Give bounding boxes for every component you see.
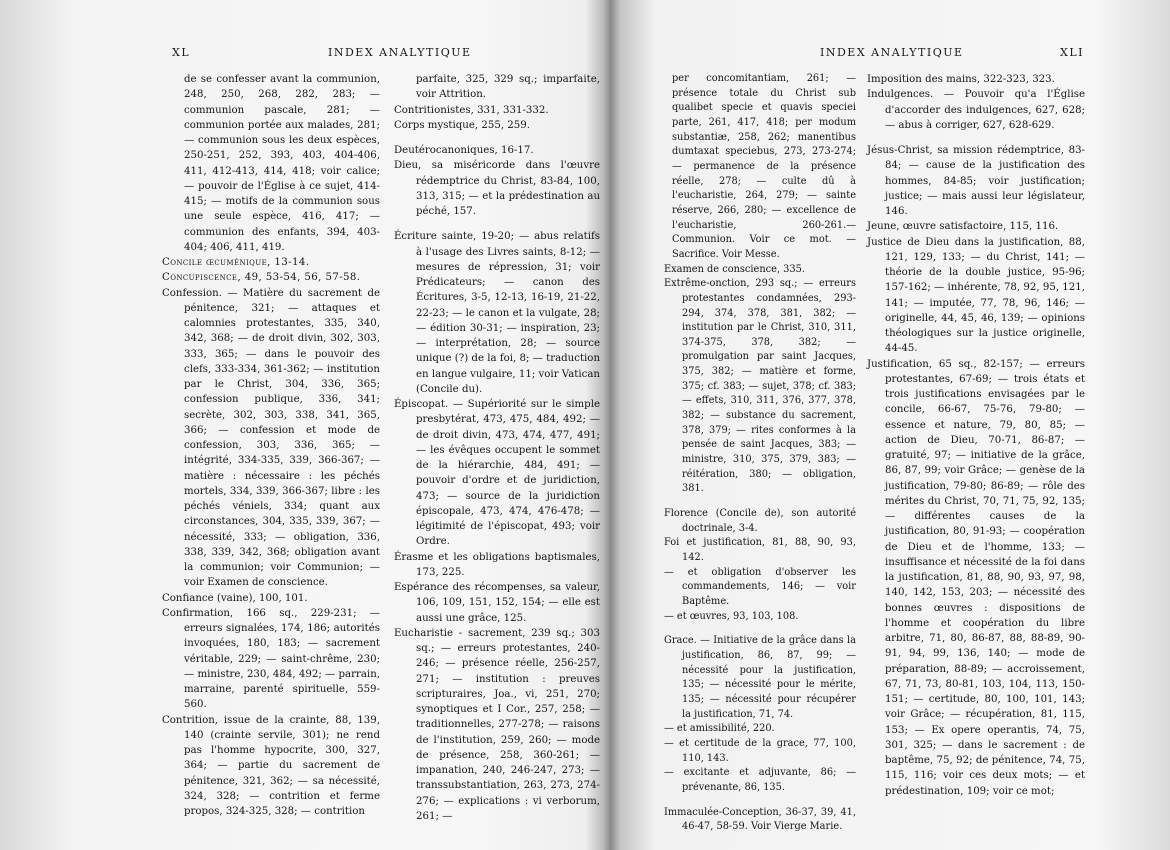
index-entry: Extrême-onction, 293 sq.; — erreurs protestantes condamnées, 293-294, 374, 378, 381, 382; — institution par le Christ, 310, 311, 374-375, 378, 382; — promulgation par saint Jacques, 375, 382; — matière et forme, 375; cf. 383; — sujet, 378; cf. 383; — effets, 310, 311, 376, 377, 378, 382; — substance du sacrement, 378, 379; — rites conformes à la pensée de saint Jacques, 383; — ministre, 310, 375, 379, 383; — réitération, 380; — obligation, 381.	[664, 278, 856, 495]
index-entry: — et certitude de la grace, 77, 100, 110, 143.	[664, 737, 856, 764]
index-entry: Corps mystique, 255, 259.	[394, 119, 530, 131]
index-entry: Jésus-Christ, sa mission rédemptrice, 83-84; — cause de la justification des hommes, 84-85; voir justification; justice; — mais aussi leur législateur, 146.	[867, 145, 1085, 217]
index-column-1	[664, 72, 856, 835]
index-entry: Indulgences. — Pouvoir qu'a l'Église d'accorder des indulgences, 627, 628; — abus à corriger, 627, 628-629.	[867, 89, 1085, 131]
index-entry: — et œuvres, 93, 103, 108.	[664, 610, 799, 622]
index-entry: Confirmation, 166 sq., 229-231; — erreurs signalées, 174, 186; autorités invoquées, 180, 183; — sacrement véritable, 229; — saint-chrême, 230; — ministre, 230, 484, 492; — parrain, marraine, parenté spirituelle, 559-560.	[162, 607, 380, 711]
index-entry: Concile œcuménique, 13-14.	[162, 257, 310, 268]
index-entry: Examen de conscience, 335.	[664, 263, 805, 275]
index-entry: Épiscopat. — Supériorité sur le simple presbytérat, 473, 475, 484, 492; — de droit divin, 473, 474, 477, 491; — les évêques occupent le sommet de la hiérarchie, 484, 491; — pouvoir d'ordre et de juridiction, 473; — source de la juridiction épiscopale, 473, 474, 476-478; — légitimité de l'épiscopat, 493; voir Ordre.	[394, 399, 600, 548]
index-entry: Florence (Concile de), son autorité doctrinale, 3-4.	[664, 508, 856, 534]
index-entry: Immaculée-Conception, 36-37, 39, 41, 46-47, 58-59. Voir Vierge Marie.	[664, 806, 856, 833]
index-entry: Contritionistes, 331, 331-332.	[394, 104, 549, 116]
index-entry: Deutérocanoniques, 16-17.	[394, 145, 534, 156]
index-entry: Imposition des mains, 322-323, 323.	[867, 74, 1055, 85]
index-entry: parfaite, 325, 329 sq.; imparfaite, voir Attrition.	[416, 74, 600, 101]
index-entry: — et obligation d'observer les commandements, 146; — voir Baptême.	[664, 566, 856, 607]
index-entry: Concupiscence, 49, 53-54, 56, 57-58.	[162, 272, 361, 284]
index-entry: — et amissibilité, 220.	[664, 723, 775, 735]
index-entry: Grace. — Initiative de la grâce dans la justification, 86, 87, 99; — nécessité pour la justification, 135; — nécessité pour le mérite, 135; — nécessité pour récupérer la justification, 71, 74.	[664, 635, 856, 720]
index-entry: Confession. — Matière du sacrement de pénitence, 321; — attaques et calomnies protestantes, 335, 340, 342, 368; — de droit divin, 302, 303, 333, 365; — dans le pouvoir des clefs, 333-334, 361-362; — institution par le Christ, 304, 336, 365; confession publique, 336, 341; secrète, 302, 303, 338, 341, 365, 366; — confession et mode de confession, 303, 336, 365; — intégrité, 334-335, 339, 366-367; — matière : nécessaire : les péchés mortels, 334, 339, 366-367; libre : les péchés véniels, 334; quant aux circonstances, 304, 335, 339, 367; — nécessité, 333; — obligation, 336, 338, 339, 342, 368; obligation avant la communion; voir Communion; — voir Examen de conscience.	[162, 287, 380, 589]
index-entry: de se confesser avant la communion, 248, 250, 268, 282, 283; — communion pascale, 281; — communion portée aux malades, 281; — communion sous les deux espèces, 250-251, 252, 393, 403, 404-406, 411, 412-413, 414, 418; voir calice; — pouvoir de l'Église à ce sujet, 414-415; — motifs de la communion sous une seule espèce, 416, 417; — communion des enfants, 394, 403-404; 406, 411, 419.	[184, 74, 380, 253]
index-entry: Espérance des récompenses, sa valeur, 106, 109, 151, 152, 154; — elle est aussi une grâce, 125.	[394, 582, 600, 624]
page-number: XLI	[1060, 46, 1084, 59]
index-entry: Justice de Dieu dans la justification, 88, 121, 129, 133; — du Christ, 141; — théorie de la double justice, 95-96; 157-162; — inhérente, 78, 92, 95, 121, 141; — imputée, 77, 78, 96, 146; — originelle, 44, 45, 46, 139; — opinions théologiques sur la justice originelle, 44-45.	[867, 236, 1085, 355]
index-column-2	[867, 72, 1085, 799]
index-entry: Écriture sainte, 19-20; — abus relatifs à l'usage des Livres saints, 8-12; — mesures de répression, 31; voir Prédicateurs; — canon des Écritures, 3-5, 12-13, 16-19, 21-22, 22-23; — le canon et la vulgate, 28; — édition 30-31; — inspiration, 23; — interprétation, 28; — source unique (?) de la foi, 8; — traduction en langue vulgaire, 11; voir Vatican (Concile du).	[394, 231, 600, 395]
index-entry: Dieu, sa miséricorde dans l'œuvre rédemptrice du Christ, 83-84, 100, 313, 315; — et la prédestination au péché, 157.	[394, 160, 600, 217]
running-title: INDEX ANALYTIQUE	[328, 46, 472, 59]
right-page	[612, 0, 1170, 850]
index-entry: Contrition, issue de la crainte, 88, 139, 140 (crainte servile, 301); ne rend pas l'homme hypocrite, 300, 327, 364; — partie du sacrement de pénitence, 321, 362; — sa nécessité, 324, 328; — contrition et ferme propos, 324-325, 328; — contrition	[162, 714, 380, 817]
index-entry: — excitante et adjuvante, 86; — prévenante, 86, 135.	[664, 767, 856, 793]
index-column-1	[162, 72, 380, 819]
page-number: XL	[172, 46, 191, 59]
index-entry: Eucharistie - sacrement, 239 sq.; 303 sq.; — erreurs protestantes, 240-246; — présence réelle, 256-257, 271; — institution : preuves scripturaires, Joa., vi, 251, 270; synoptiques et I Cor., 257, 258; — traditionnelles, 277-278; — raisons de l'institution, 259, 260; — mode de présence, 258, 360-261; — impanation, 240, 246-247, 273; — transsubstantiation, 263, 273, 274-276; — explications : vi verborum, 261; —	[394, 627, 600, 822]
running-title: INDEX ANALYTIQUE	[820, 46, 964, 59]
index-entry: Jeune, œuvre satisfactoire, 115, 116.	[867, 221, 1059, 233]
index-column-2	[394, 72, 600, 824]
index-entry: Érasme et les obligations baptismales, 173, 225.	[394, 551, 600, 578]
index-entry: per concomitantiam, 261; — présence totale du Christ sub qualibet specie et quavis speciei parte, 261, 417, 418; per modum substantiæ, 258, 262; manentibus dumtaxat speciebus, 273, 273-274; — permanence de la présence réelle, 278; — culte dû à l'eucharistie, 264, 279; — sainte réserve, 266, 280; — excellence de l'eucharistie, 260-261.— Communion. Voir ce mot. — Sacrifice. Voir Messe.	[672, 73, 856, 260]
index-entry: Justification, 65 sq., 82-157; — erreurs protestantes, 67-69; — trois états et trois justifications envisagées par le concile, 66-67, 75-76, 79-80; — essence et nature, 79, 80, 85; — action de Dieu, 70-71, 86-87; — gratuité, 97; — initiative de la grâce, 86, 87, 99; voir Grâce; — genèse de la justification, 79-80; 86-89; — rôle des mérites du Christ, 70, 71, 75, 92, 135; — différentes causes de la justification, 80, 91-93; — coopération de Dieu et de l'homme, 133; — insuffisance et nécessité de la foi dans la justification, 81, 88, 90, 93, 97, 98, 140, 142, 153, 203; — nécessité des bonnes œuvres : dispositions de l'homme et coopération du libre arbitre, 71, 80, 86-87, 88, 88-89, 90-91, 94, 99, 136, 140; — mode de préparation, 88-89; — accroissement, 67, 71, 73, 80-81, 103, 104, 113, 150-151; — certitude, 80, 100, 101, 143; voir Grâce; — récupération, 81, 115, 153; — Ex opere operantis, 74, 75, 301, 325; — dans le sacrement : de baptême, 75, 92; de pénitence, 74, 75, 115, 116; voir ces deux mots; — et prédestination, 109; voir ce mot;	[867, 358, 1085, 797]
index-entry: Confiance (vaine), 100, 101.	[162, 592, 308, 604]
index-entry: Foi et justification, 81, 88, 90, 93, 142.	[664, 537, 856, 563]
